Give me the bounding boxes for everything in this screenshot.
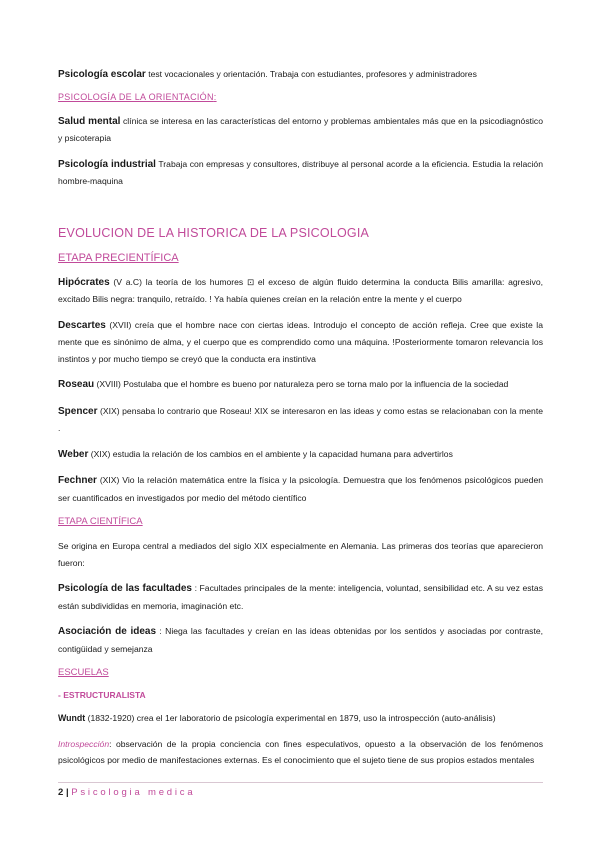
paragraph-roseau bbox=[58, 376, 543, 394]
paragraph-wundt bbox=[58, 710, 543, 727]
chapter-heading: EVOLUCION DE LA HISTORICA DE LA PSICOLOGIA bbox=[58, 225, 370, 240]
term-label: Psicología escolar bbox=[58, 69, 146, 80]
term-label: Descartes bbox=[58, 319, 106, 331]
paragraph-hipocrates bbox=[58, 274, 543, 308]
definition-text: : observación de la propia conciencia con fines especulativos, opuesto a la observación de los fenómenos psicológicos por medio de manifestaciones externas. Es el conocimiento que el sujeto tiene de sus propios estados mentales bbox=[58, 738, 543, 765]
definition-text: clínica se interesa en las características del entorno y problemas ambientales más que en la psicodiagnóstico y psicoterapia bbox=[58, 115, 543, 143]
paragraph-weber bbox=[58, 446, 543, 464]
term-label: Wundt bbox=[58, 713, 86, 723]
definition-text: (XVIII) Postulaba que el hombre es bueno por naturaleza pero se torna malo por la influencia de la sociedad bbox=[96, 379, 509, 389]
section-heading-escuelas: ESCUELAS bbox=[58, 667, 109, 678]
paragraph-descartes bbox=[58, 317, 543, 368]
paragraph-origen: Se origina en Europa central a mediados del siglo XIX especialmente en Alemania. Las primeras dos teorías que aparecieron fueron: bbox=[58, 541, 543, 568]
term-label: Asociación de ideas bbox=[58, 626, 157, 637]
paragraph-salud-mental bbox=[58, 113, 543, 147]
definition-text: (XIX) estudia la relación de los cambios en el ambiente y la capacidad humana para advertirlos bbox=[90, 448, 453, 459]
paragraph-facultades bbox=[58, 580, 543, 614]
section-heading-orientacion: PSICOLOGÍA DE LA ORIENTACIÓN: bbox=[58, 91, 217, 102]
section-heading-cientifica: ETAPA CIENTÍFICA bbox=[58, 516, 143, 527]
paragraph-fechner bbox=[58, 472, 543, 506]
definition-text: (V a.C) la teoría de los humores ⊡ el exceso de algún fluido determina la conducta Bilis amarilla: agresivo, excitado Bilis negra: tranquilo, retraído. ! Ya había quienes creían en la relación entre la mente y el cuerpo bbox=[58, 276, 543, 304]
definition-text: : Facultades principales de la mente: inteligencia, voluntad, sensibilidad etc. A su vez estas están subdivididas en memoria, imaginación etc. bbox=[58, 583, 543, 611]
paragraph-spencer bbox=[58, 403, 543, 437]
term-label: Roseau bbox=[58, 379, 95, 390]
page-footer bbox=[58, 782, 543, 800]
term-label: Salud mental bbox=[58, 115, 121, 127]
footer-separator: | bbox=[65, 787, 69, 798]
paragraph-psicologia-industrial bbox=[58, 156, 543, 190]
term-label: Psicología de las facultades bbox=[58, 583, 192, 594]
term-label: Fechner bbox=[58, 475, 97, 486]
definition-text: (XIX) Vio la relación matemática entre la física y la psicología. Demuestra que los fenómenos psicológicos pueden ser cuantificados en investigados por medio del método científico bbox=[58, 475, 543, 503]
definition-text: test vocacionales y orientación. Trabaja con estudiantes, profesores y administradores bbox=[148, 69, 477, 79]
term-label: Psicología industrial bbox=[58, 158, 156, 170]
term-label: Weber bbox=[58, 448, 89, 460]
section-heading-precientifica: ETAPA PRECIENTÍFICA bbox=[58, 251, 179, 264]
definition-text: : Niega las facultades y creían en las ideas obtenidas por los sentidos y asociadas por contraste, contigüidad y semejanza bbox=[58, 626, 543, 654]
term-label: Introspección bbox=[58, 738, 110, 749]
term-label: Spencer bbox=[58, 405, 98, 417]
definition-text: Trabaja con empresas y consultores, distribuye al personal acorde a la eficiencia. Estudia la relación hombre-maquina bbox=[58, 158, 543, 186]
page-content bbox=[58, 66, 543, 778]
definition-text: (XVII) creía que el hombre nace con ciertas ideas. Introdujo el concepto de acción refleja. Cree que existe la mente que es sinónimo de alma, y el cuerpo que es comprendido como una máquina. !Posteriormente tomaron relevancia los instintos y por mucho tiempo se creyó que la conducta era instintiva bbox=[58, 319, 543, 364]
page-number: 2 bbox=[58, 787, 64, 798]
footer-title: Psicologia medica bbox=[71, 787, 196, 798]
paragraph-asociacion bbox=[58, 623, 543, 657]
paragraph-introspeccion bbox=[58, 736, 543, 769]
subheading-estructuralista: - ESTRUCTURALISTA bbox=[58, 690, 146, 700]
term-label: Hipócrates bbox=[58, 276, 110, 288]
definition-text: (1832-1920) crea el 1er laboratorio de psicología experimental en 1879, uso la introspección (auto-análisis) bbox=[87, 713, 496, 723]
paragraph-psicologia-escolar bbox=[58, 66, 543, 84]
definition-text: (XIX) pensaba lo contrario que Roseau! XIX se interesaron en las ideas y como estas se relacionaban con la mente . bbox=[58, 405, 543, 433]
